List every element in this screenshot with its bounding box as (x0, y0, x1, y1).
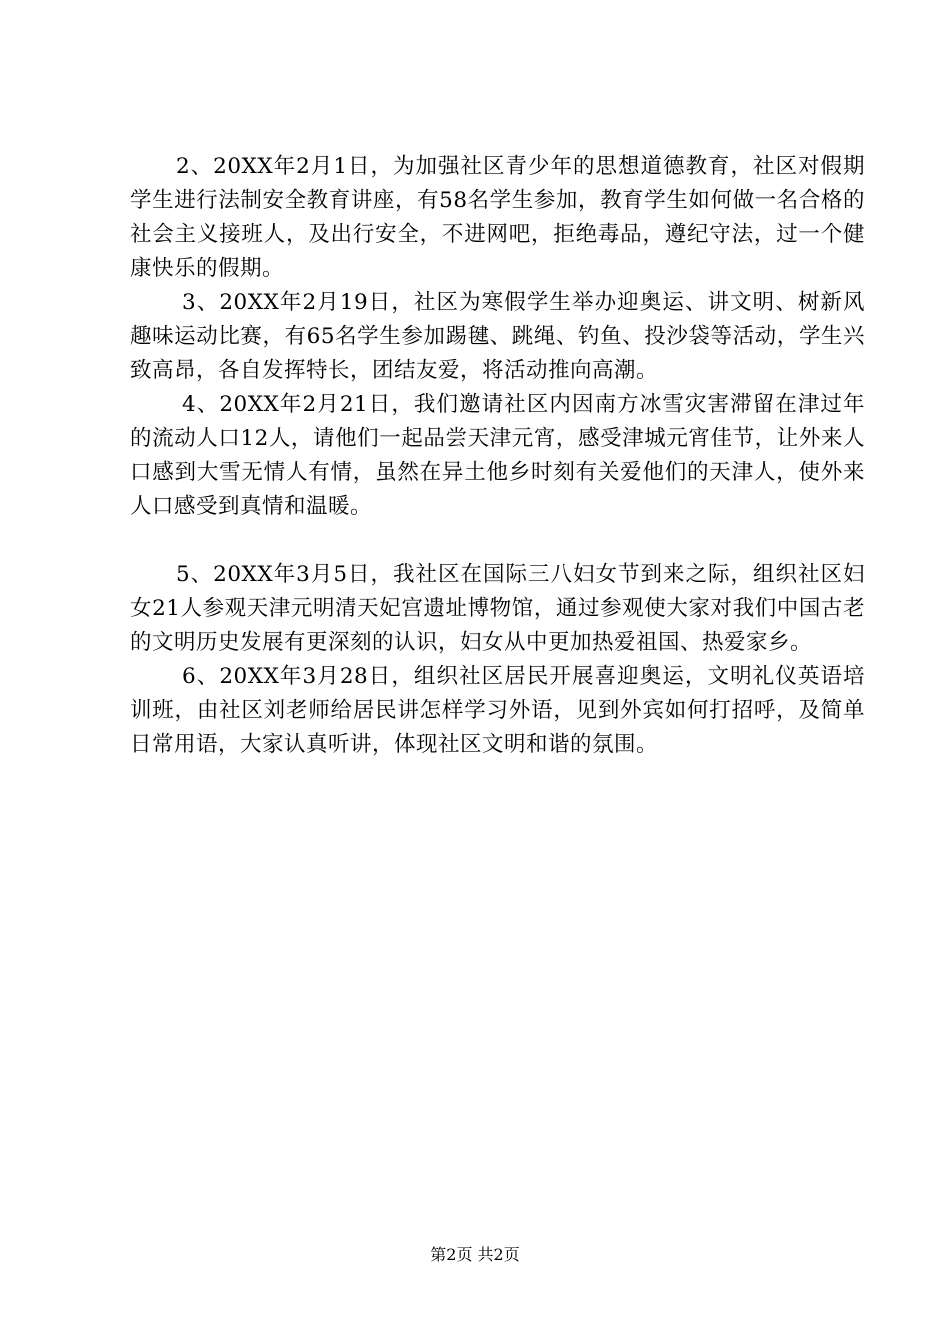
paragraph-item-5: 5、20XX年3月5日，我社区在国际三八妇女节到来之际，组织社区妇女21人参观天津元明清天妃宫遗址博物馆，通过参观使大家对我们中国古老的文明历史发展有更深刻的认识，妇女从中更加热爱祖国、热爱家乡。 (130, 562, 865, 655)
paragraph-item-3: 3、20XX年2月19日，社区为寒假学生举办迎奥运、讲文明、树新风趣味运动比赛，有65名学生参加踢毽、跳绳、钓鱼、投沙袋等活动，学生兴致高昂，各自发挥特长，团结友爱，将活动推向高潮。 (130, 290, 865, 383)
paragraph-item-6: 6、20XX年3月28日，组织社区居民开展喜迎奥运，文明礼仪英语培训班，由社区刘老师给居民讲怎样学习外语，见到外宾如何打招呼，及简单日常用语，大家认真听讲，体现社区文明和谐的氛围。 (130, 664, 865, 757)
document-body (130, 150, 865, 762)
page-number-footer: 第2页 共2页 (430, 1245, 520, 1264)
paragraph-item-4: 4、20XX年2月21日，我们邀请社区内因南方冰雪灾害滞留在津过年的流动人口12人，请他们一起品尝天津元宵，感受津城元宵佳节，让外来人口感到大雪无情人有情，虽然在异土他乡时刻有关爱他们的天津人，使外来人口感受到真情和温暖。 (130, 392, 865, 519)
paragraph-item-2: 2、20XX年2月1日，为加强社区青少年的思想道德教育，社区对假期学生进行法制安全教育讲座，有58名学生参加，教育学生如何做一名合格的社会主义接班人，及出行安全，不进网吧，拒绝毒品，遵纪守法，过一个健康快乐的假期。 (130, 154, 865, 281)
